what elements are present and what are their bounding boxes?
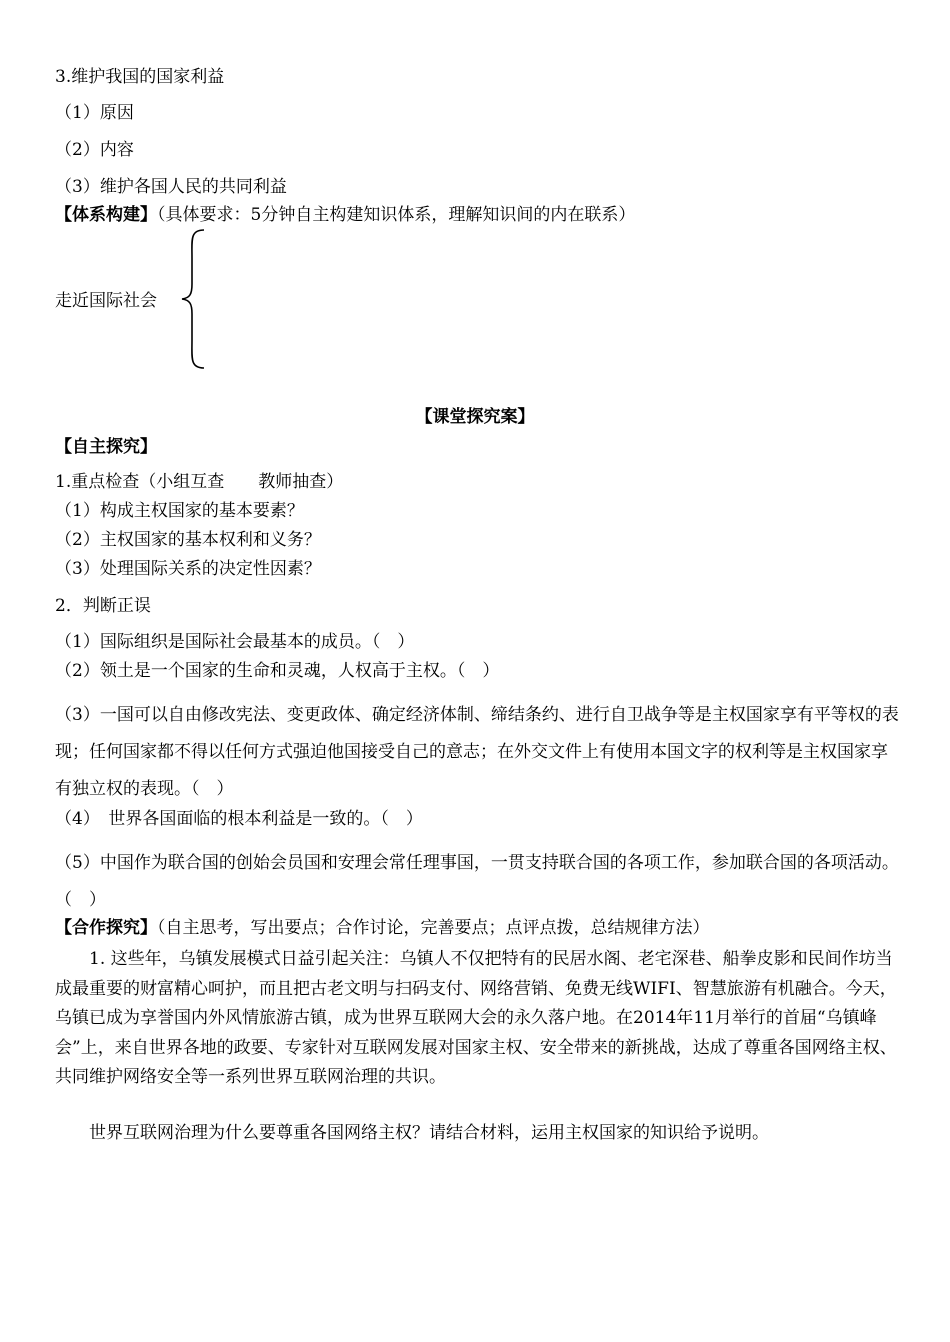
system-root-label: 走近国际社会 bbox=[55, 291, 157, 311]
cooperation-instruction: （自主思考，写出要点；合作讨论，完善要点；点评点拨，总结规律方法） bbox=[157, 918, 710, 938]
list-item: （4） 世界各国面临的根本利益是一致的。（ ） bbox=[55, 809, 423, 829]
list-item: （1）原因 bbox=[55, 103, 134, 123]
self-explore-heading: 【自主探究】 bbox=[55, 437, 157, 457]
cooperation-line bbox=[55, 917, 710, 939]
cooperation-label: 【合作探究】 bbox=[55, 918, 157, 938]
system-build-line bbox=[55, 204, 635, 226]
list-item: （2）主权国家的基本权利和义务？ bbox=[55, 530, 321, 550]
list-item: （3）处理国际关系的决定性因素？ bbox=[55, 559, 321, 579]
judge-title: 2．判断正误 bbox=[55, 596, 151, 616]
list-item: （5）中国作为联合国的创始会员国和安理会常任理事国，一贯支持联合国的各项工作，参加联合国的各项活动。（ ） bbox=[55, 853, 899, 910]
list-item: （2）领土是一个国家的生命和灵魂，人权高于主权。（ ） bbox=[55, 661, 500, 681]
system-build-requirement: （具体要求：5分钟自主构建知识体系，理解知识间的内在联系） bbox=[157, 205, 636, 225]
list-item: （2）内容 bbox=[55, 140, 134, 160]
list-item: （1）国际组织是国际社会最基本的成员。（ ） bbox=[55, 632, 415, 652]
system-build-label: 【体系构建】 bbox=[55, 205, 157, 225]
curly-brace-icon bbox=[180, 228, 210, 370]
list-item: （1）构成主权国家的基本要素？ bbox=[55, 501, 304, 521]
classroom-title: 【课堂探究案】 bbox=[415, 407, 535, 427]
list-item: （3）一国可以自由修改宪法、变更政体、确定经济体制、缔结条约、进行自卫战争等是主权国家享有平等权的表现；任何国家都不得以任何方式强迫他国接受自己的意志；在外交文件上有使用本国文字的权利等是主权国家享有独立权的表现。（ ） bbox=[55, 705, 899, 799]
question-paragraph: 世界互联网治理为什么要尊重各国网络主权？请结合材料，运用主权国家的知识给予说明。 bbox=[55, 1123, 769, 1143]
check-title: 1.重点检查（小组互查 教师抽查） bbox=[55, 472, 344, 492]
material-paragraph: 1. 这些年，乌镇发展模式日益引起关注：乌镇人不仅把特有的民居水阁、老宅深巷、船拳皮影和民间作坊当成最重要的财富精心呵护，而且把古老文明与扫码支付、网络营销、免费无线WIFI、智慧旅游有机融合。今天，乌镇已成为享誉国内外风情旅游古镇，成为世界互联网大会的永久落户地。在2014年11月举行的首届“乌镇峰会”上，来自世界各地的政要、专家针对互联网发展对国家主权、安全带来的新挑战，达成了尊重各国网络主权、共同维护网络安全等一系列世界互联网治理的共识。 bbox=[55, 949, 897, 1087]
section-title: 3.维护我国的国家利益 bbox=[55, 67, 225, 87]
list-item: （3）维护各国人民的共同利益 bbox=[55, 177, 287, 197]
